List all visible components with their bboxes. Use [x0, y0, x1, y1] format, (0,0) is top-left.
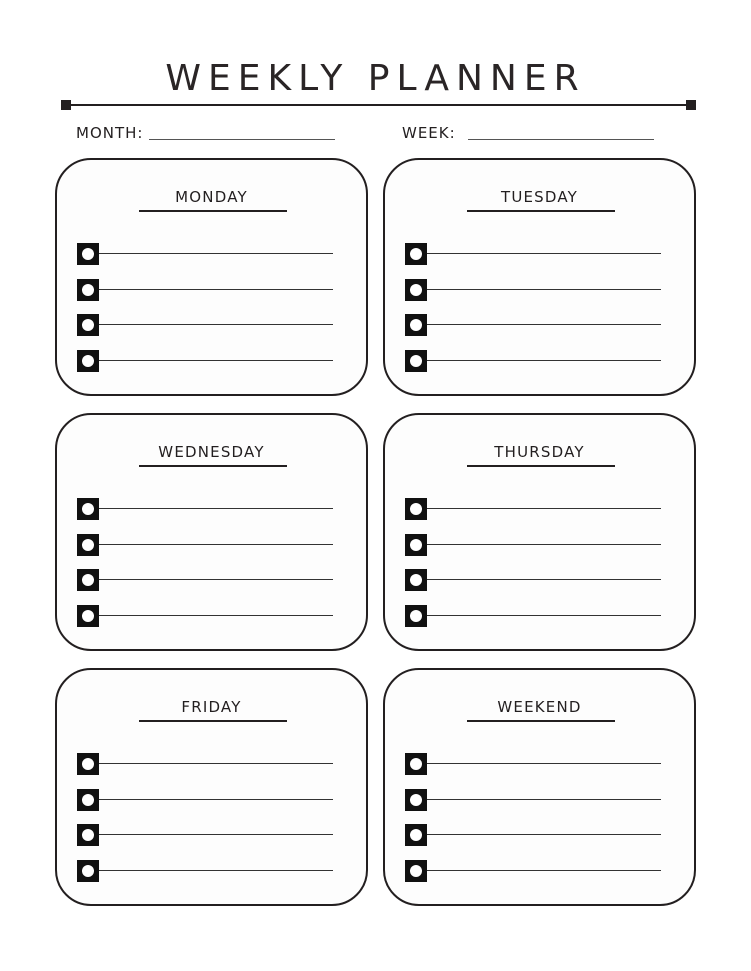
task-row[interactable] — [405, 605, 663, 627]
checkbox-icon[interactable] — [405, 824, 427, 846]
day-card-tuesday — [383, 158, 696, 396]
day-card-monday — [55, 158, 368, 396]
task-line[interactable] — [427, 799, 661, 800]
task-line[interactable] — [99, 508, 333, 509]
day-title-underline — [467, 465, 615, 467]
task-row[interactable] — [405, 350, 663, 372]
checkbox-icon[interactable] — [77, 534, 99, 556]
task-line[interactable] — [99, 615, 333, 616]
day-title-underline — [139, 720, 287, 722]
task-row[interactable] — [77, 824, 335, 846]
task-line[interactable] — [99, 360, 333, 361]
day-title-underline — [467, 210, 615, 212]
task-line[interactable] — [427, 834, 661, 835]
task-row[interactable] — [77, 860, 335, 882]
day-title: WEEKEND — [497, 698, 582, 716]
task-line[interactable] — [99, 579, 333, 580]
task-row[interactable] — [77, 314, 335, 336]
task-row[interactable] — [77, 789, 335, 811]
task-line[interactable] — [427, 508, 661, 509]
day-title-underline — [467, 720, 615, 722]
title-divider — [63, 104, 694, 106]
divider-endcap-right — [686, 100, 696, 110]
page-title: WEEKLY PLANNER — [165, 58, 586, 99]
task-row[interactable] — [77, 534, 335, 556]
day-title-underline — [139, 465, 287, 467]
week-field[interactable] — [402, 124, 654, 142]
month-input-line[interactable] — [149, 139, 335, 140]
checkbox-icon[interactable] — [77, 314, 99, 336]
task-line[interactable] — [427, 579, 661, 580]
task-row[interactable] — [77, 498, 335, 520]
divider-endcap-left — [61, 100, 71, 110]
checkbox-icon[interactable] — [77, 243, 99, 265]
checkbox-icon[interactable] — [405, 498, 427, 520]
task-row[interactable] — [77, 605, 335, 627]
task-line[interactable] — [427, 289, 661, 290]
task-line[interactable] — [99, 324, 333, 325]
checkbox-icon[interactable] — [77, 789, 99, 811]
week-input-line[interactable] — [468, 139, 654, 140]
task-row[interactable] — [77, 350, 335, 372]
month-field[interactable] — [76, 124, 335, 142]
checkbox-icon[interactable] — [405, 789, 427, 811]
task-line[interactable] — [427, 360, 661, 361]
checkbox-icon[interactable] — [77, 569, 99, 591]
task-row[interactable] — [405, 279, 663, 301]
checkbox-icon[interactable] — [77, 350, 99, 372]
checkbox-icon[interactable] — [405, 279, 427, 301]
checkbox-icon[interactable] — [405, 605, 427, 627]
task-line[interactable] — [427, 324, 661, 325]
checkbox-icon[interactable] — [77, 824, 99, 846]
task-row[interactable] — [405, 243, 663, 265]
task-row[interactable] — [405, 860, 663, 882]
day-title-underline — [139, 210, 287, 212]
day-card-wednesday — [55, 413, 368, 651]
day-title: FRIDAY — [181, 698, 242, 716]
task-row[interactable] — [405, 498, 663, 520]
task-line[interactable] — [99, 834, 333, 835]
task-row[interactable] — [405, 569, 663, 591]
task-line[interactable] — [427, 763, 661, 764]
checkbox-icon[interactable] — [405, 860, 427, 882]
checkbox-icon[interactable] — [77, 860, 99, 882]
checkbox-icon[interactable] — [405, 753, 427, 775]
checkbox-icon[interactable] — [405, 350, 427, 372]
day-card-thursday — [383, 413, 696, 651]
checkbox-icon[interactable] — [77, 279, 99, 301]
checkbox-icon[interactable] — [405, 243, 427, 265]
task-row[interactable] — [405, 824, 663, 846]
day-title: WEDNESDAY — [158, 443, 265, 461]
day-title: THURSDAY — [494, 443, 585, 461]
task-line[interactable] — [427, 870, 661, 871]
task-line[interactable] — [427, 615, 661, 616]
task-line[interactable] — [427, 544, 661, 545]
task-row[interactable] — [405, 534, 663, 556]
day-card-friday — [55, 668, 368, 906]
task-line[interactable] — [99, 763, 333, 764]
day-card-weekend — [383, 668, 696, 906]
task-row[interactable] — [77, 279, 335, 301]
day-title: MONDAY — [175, 188, 248, 206]
task-line[interactable] — [99, 870, 333, 871]
month-label: MONTH: — [76, 124, 144, 142]
task-line[interactable] — [99, 544, 333, 545]
task-row[interactable] — [405, 314, 663, 336]
checkbox-icon[interactable] — [405, 534, 427, 556]
checkbox-icon[interactable] — [77, 498, 99, 520]
task-row[interactable] — [405, 789, 663, 811]
week-label: WEEK: — [402, 124, 456, 142]
checkbox-icon[interactable] — [77, 605, 99, 627]
checkbox-icon[interactable] — [405, 569, 427, 591]
task-line[interactable] — [99, 289, 333, 290]
task-row[interactable] — [77, 569, 335, 591]
task-line[interactable] — [99, 253, 333, 254]
task-row[interactable] — [405, 753, 663, 775]
task-row[interactable] — [77, 753, 335, 775]
task-line[interactable] — [99, 799, 333, 800]
task-row[interactable] — [77, 243, 335, 265]
task-line[interactable] — [427, 253, 661, 254]
checkbox-icon[interactable] — [77, 753, 99, 775]
checkbox-icon[interactable] — [405, 314, 427, 336]
day-title: TUESDAY — [500, 188, 579, 206]
